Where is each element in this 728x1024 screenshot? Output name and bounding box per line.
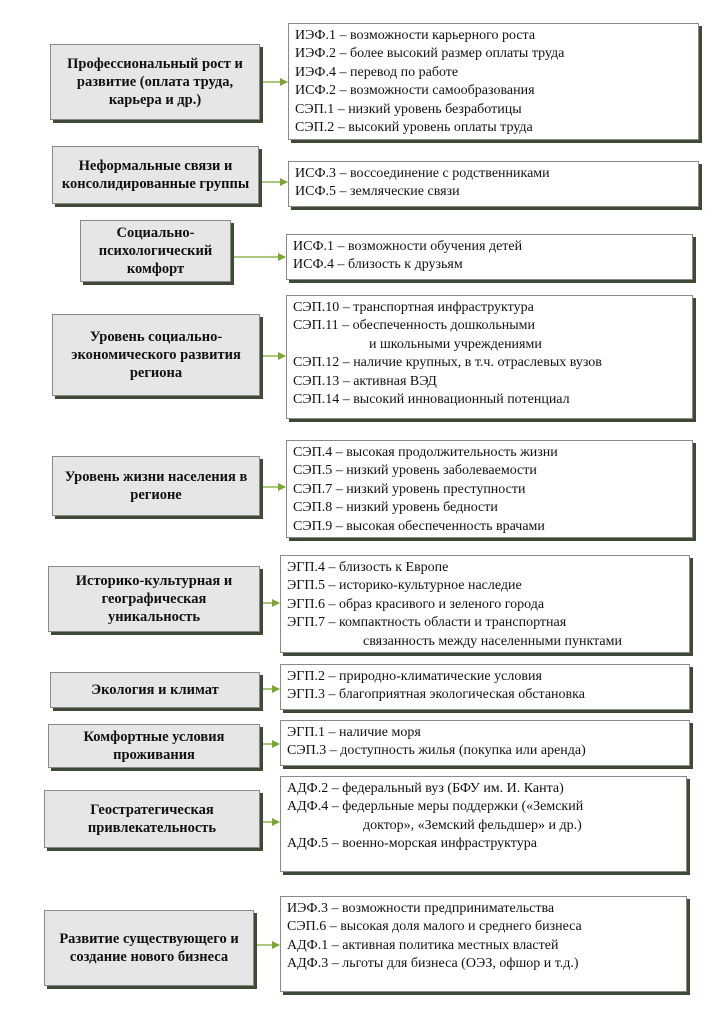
- list-item: СЭП.10 – транспортная инфраструктура: [293, 300, 534, 315]
- list-item: СЭП.1 – низкий уровень безработицы: [295, 101, 522, 117]
- list-item: ИЭФ.1 – возможности карьерного роста: [295, 28, 536, 43]
- group-label-10: Развитие существующего и создание нового бизнеса: [44, 910, 254, 986]
- list-item: СЭП.2 – высокий уровень оплаты труда: [295, 120, 533, 136]
- list-item: АДФ.5 – военно-морская инфраструктура: [287, 836, 537, 852]
- list-item: ИЭФ.3 – возможности предпринимательства: [287, 901, 555, 916]
- list-item: ИСФ.5 – землячеcкие связи: [295, 184, 460, 200]
- list-item: ЭГП.4 – близость к Европе: [287, 560, 449, 575]
- list-item: ИЭФ.2 – более высокий размер оплаты труда: [295, 46, 565, 62]
- list-item: СЭП.4 – высокая продолжительность жизни: [293, 445, 558, 460]
- group-label-4: Уровень социально-экономического развития региона: [52, 314, 260, 396]
- list-item: ИСФ.2 – возможности самообразования: [295, 83, 535, 99]
- list-item: ИСФ.3 – воссоединение с родственниками: [295, 166, 550, 181]
- group-label-8: Комфортные условия проживания: [48, 724, 260, 768]
- list-item: ИСФ.4 – близость к друзьям: [293, 257, 463, 273]
- list-item: СЭП.9 – высокая обеспеченность врачами: [293, 518, 545, 534]
- list-item: ЭГП.6 – образ красивого и зеленого города: [287, 596, 545, 612]
- list-item: ИСФ.1 – возможности обучения детей: [293, 239, 523, 254]
- list-item: СЭП.13 – активная ВЭД: [293, 373, 437, 389]
- list-item: ЭГП.2 – природно-климатические условия: [287, 669, 542, 684]
- list-item: СЭП.5 – низкий уровень заболеваемости: [293, 463, 537, 479]
- list-item: СЭП.14 – высокий инновационный потенциал: [293, 392, 570, 408]
- list-item: ИЭФ.4 – перевод по работе: [295, 64, 459, 80]
- group-label-1: Профессиональный рост и развитие (оплата труда, карьера и др.): [50, 44, 260, 120]
- list-item: АДФ.4 – федерльные меры поддержки («Земский: [287, 799, 584, 815]
- list-item: доктор», «Земский фельдшер» и др.): [363, 817, 582, 833]
- list-item: ЭГП.7 – компактность области и транспортная: [287, 615, 567, 631]
- list-item: АДФ.1 – активная политика местных властей: [287, 937, 559, 953]
- group-label-5: Уровень жизни населения в регионе: [52, 456, 260, 516]
- list-item: СЭП.6 – высокая доля малого и среднего бизнеса: [287, 919, 582, 935]
- group-label-9: Геостратегическая привлекательность: [44, 790, 260, 848]
- list-item: АДФ.2 – федеральный вуз (БФУ им. И. Канта): [287, 781, 564, 796]
- list-item: СЭП.3 – доступность жилья (покупка или аренда): [287, 743, 586, 759]
- list-item: ЭГП.3 – благоприятная экологическая обстановка: [287, 687, 585, 703]
- list-item: связанность между населенными пунктами: [363, 633, 622, 649]
- list-item: СЭП.7 – низкий уровень преступности: [293, 481, 526, 497]
- list-item: ЭГП.1 – наличие моря: [287, 725, 421, 740]
- group-label-6: Историко-культурная и географическая уникальность: [48, 566, 260, 632]
- list-item: и школьными учреждениями: [369, 336, 542, 352]
- list-item: СЭП.8 – низкий уровень бедности: [293, 500, 498, 516]
- list-item: СЭП.12 – наличие крупных, в т.ч. отраслевых вузов: [293, 355, 602, 371]
- list-item: СЭП.11 – обеспеченность дошкольными: [293, 318, 535, 334]
- group-label-7: Экология и климат: [50, 672, 260, 708]
- group-label-3: Социально-психологический комфорт: [80, 220, 231, 282]
- list-item: ЭГП.5 – историко-культурное наследие: [287, 578, 522, 594]
- group-label-2: Неформальные связи и консолидированные группы: [52, 146, 259, 204]
- list-item: АДФ.3 – льготы для бизнеса (ОЭЗ, офшор и т.д.): [287, 956, 579, 972]
